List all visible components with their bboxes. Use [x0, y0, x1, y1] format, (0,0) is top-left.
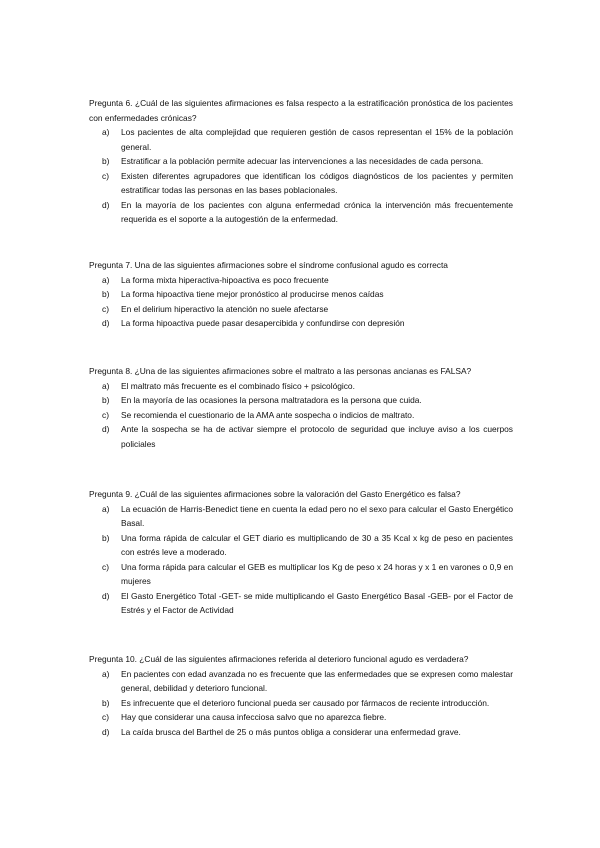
- option-letter: d): [102, 424, 110, 434]
- answer-options: [89, 273, 513, 331]
- option-letter: a): [102, 503, 110, 514]
- answer-option-a: [89, 379, 513, 394]
- answer-option-c: [89, 408, 513, 423]
- answer-options: [89, 667, 513, 740]
- option-letter: c): [102, 170, 109, 181]
- option-letter: c): [102, 409, 109, 420]
- option-text: En la mayoría de las ocasiones la persona maltratadora es la persona que cuida.: [121, 395, 422, 405]
- answer-option-c: [89, 560, 513, 589]
- option-text: Ante la sospecha se ha de activar siempre el protocolo de seguridad que incluye aviso a los cuerpos policiales: [121, 424, 513, 449]
- answer-options: [89, 379, 513, 452]
- answer-option-a: [89, 273, 513, 288]
- question-title: Pregunta 10. ¿Cuál de las siguientes afirmaciones referida al deterioro funcional agudo es verdadera?: [89, 654, 469, 664]
- option-letter: d): [102, 726, 110, 737]
- option-letter: b): [102, 156, 110, 166]
- question-title: Pregunta 7. Una de las siguientes afirmaciones sobre el síndrome confusional agudo es correcta: [89, 260, 448, 270]
- option-text: El Gasto Energético Total -GET- se mide multiplicando el Gasto Energético Basal -GEB- por el Factor de Estrés y el Factor de Actividad: [121, 590, 513, 615]
- answer-option-a: [89, 125, 513, 154]
- option-text: La caída brusca del Barthel de 25 o más puntos obliga a considerar una enfermedad grave.: [121, 726, 461, 737]
- answer-option-a: [89, 667, 513, 696]
- option-letter: b): [102, 395, 110, 405]
- option-text: Hay que considerar una causa infecciosa salvo que no aparezca fiebre.: [121, 712, 387, 722]
- option-text: En el delirium hiperactivo la atención no suele afectarse: [121, 303, 329, 314]
- option-text: Una forma rápida de calcular el GET diario es multiplicando de 30 a 35 Kcal x kg de peso en pacientes con estrés leve a moderado.: [121, 532, 513, 557]
- option-letter: a): [102, 380, 110, 391]
- question-title: Pregunta 8. ¿Una de las siguientes afirmaciones sobre el maltrato a las personas ancianas es FALSA?: [89, 366, 472, 376]
- answer-option-d: [89, 422, 513, 451]
- option-text: Es infrecuente que el deterioro funcional pueda ser causado por fármacos de reciente introducción.: [121, 697, 490, 708]
- option-text: La ecuación de Harris-Benedict tiene en cuenta la edad pero no el sexo para calcular el Gasto Energético Basal.: [121, 503, 514, 528]
- option-text: En la mayoría de los pacientes con alguna enfermedad crónica la intervención más frecuentemente requerida es el soporte a la autogestión de la enfermedad.: [121, 199, 513, 224]
- option-text: La forma mixta hiperactiva-hipoactiva es poco frecuente: [121, 274, 329, 285]
- option-letter: b): [102, 697, 110, 708]
- option-letter: d): [102, 199, 110, 210]
- option-letter: a): [102, 274, 110, 285]
- question-6: [89, 96, 513, 227]
- answer-option-a: [89, 502, 513, 531]
- answer-option-b: [89, 154, 513, 169]
- option-text: En pacientes con edad avanzada no es frecuente que las enfermedades que se expresen como malestar general, debilidad y deterioro funcional.: [121, 668, 513, 693]
- option-letter: a): [102, 668, 110, 679]
- answer-options: [89, 125, 513, 227]
- option-text: Se recomienda el cuestionario de la AMA ante sospecha o indicios de maltrato.: [121, 409, 415, 420]
- answer-option-c: [89, 302, 513, 317]
- answer-option-b: [89, 287, 513, 302]
- option-text: Estratificar a la población permite adecuar las intervenciones a las necesidades de cada persona.: [121, 156, 484, 166]
- option-text: El maltrato más frecuente es el combinado físico + psicológico.: [121, 380, 355, 391]
- option-text: Una forma rápida para calcular el GEB es multiplicar los Kg de peso x 24 horas y x 1 en varones o 0,9 en mujeres: [121, 561, 513, 586]
- question-title: Pregunta 6. ¿Cuál de las siguientes afirmaciones es falsa respecto a la estratificación pronóstica de los pacientes con enfermedades crónicas?: [89, 98, 513, 123]
- question-8: [89, 364, 513, 451]
- option-letter: b): [102, 289, 110, 299]
- option-letter: c): [102, 303, 109, 314]
- question-9: [89, 487, 513, 618]
- option-text: Existen diferentes agrupadores que identifican los códigos diagnósticos de los pacientes y permiten estratificar todas las personas en las bases poblacionales.: [121, 170, 513, 195]
- answer-option-d: [89, 316, 513, 331]
- option-letter: d): [102, 318, 110, 328]
- option-letter: c): [102, 712, 109, 722]
- question-7: [89, 258, 513, 331]
- option-text: La forma hipoactiva puede pasar desapercibida y confundirse con depresión: [121, 318, 405, 328]
- option-letter: d): [102, 590, 110, 601]
- option-letter: c): [102, 561, 109, 572]
- question-10: [89, 652, 513, 739]
- option-letter: b): [102, 532, 110, 543]
- answer-option-b: [89, 393, 513, 408]
- answer-option-b: [89, 696, 513, 711]
- option-text: La forma hipoactiva tiene mejor pronóstico al producirse menos caídas: [121, 289, 384, 299]
- option-text: Los pacientes de alta complejidad que requieren gestión de casos representan el 15% de la población general.: [121, 127, 513, 152]
- answer-option-b: [89, 531, 513, 560]
- question-title: Pregunta 9. ¿Cuál de las siguientes afirmaciones sobre la valoración del Gasto Energético es falsa?: [89, 489, 461, 499]
- answer-option-d: [89, 198, 513, 227]
- option-letter: a): [102, 127, 110, 137]
- answer-option-d: [89, 589, 513, 618]
- answer-option-c: [89, 710, 513, 725]
- answer-option-c: [89, 169, 513, 198]
- answer-option-d: [89, 725, 513, 740]
- answer-options: [89, 502, 513, 618]
